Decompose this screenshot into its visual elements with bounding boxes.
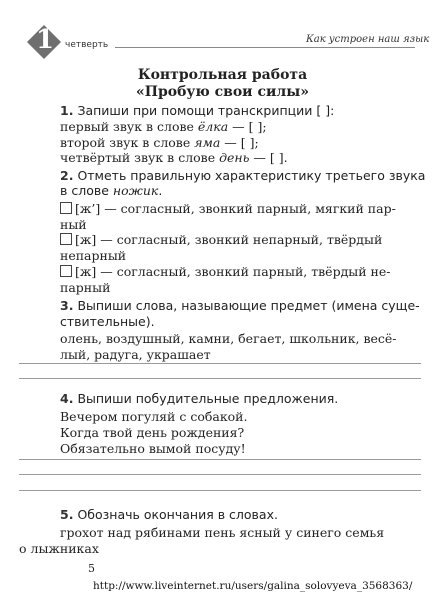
task2-option-3[interactable] (60, 264, 391, 279)
task1-line-2-word: яма (194, 135, 221, 150)
task1-line-2 (60, 135, 259, 150)
task2-number: 2. (60, 168, 74, 183)
task2-option-2[interactable] (60, 232, 382, 247)
task4-text: Выпиши побудительные предложения. (77, 391, 339, 406)
task1-number: 1. (60, 103, 74, 118)
quarter-number: 1 (36, 25, 55, 55)
header-rule (115, 47, 415, 48)
task4-sentence-3: Обязательно вымой посуду! (60, 441, 246, 456)
task1-question (60, 103, 334, 118)
task1-line-3-word: день (219, 150, 250, 165)
task5-question (60, 507, 278, 522)
task3-words-1: олень, воздушный, камни, бегает, школьник, весё- (60, 331, 397, 346)
task3-words-2: лый, радуга, украшает (60, 347, 211, 362)
task2-option-1-cont: ный (60, 217, 87, 232)
task2-line2-pre: в слове (60, 183, 113, 198)
answer-line[interactable] (19, 378, 421, 379)
task3-number: 3. (60, 298, 74, 313)
answer-line[interactable] (19, 459, 421, 460)
task4-number: 4. (60, 391, 74, 406)
task2-option-2-text: [ж] — согласный, звонкий непарный, твёрдый (75, 232, 383, 247)
checkbox[interactable] (60, 233, 72, 245)
page-subtitle: «Пробую свои силы» (135, 84, 310, 100)
task1-line-1-word: ёлка (197, 119, 229, 134)
task3-question-line-2: ствительные). (60, 314, 155, 329)
task5-words-1: грохот над рябинами пень ясный у синего семья (60, 525, 385, 540)
answer-line[interactable] (19, 363, 421, 364)
page-title: Контрольная работа (137, 67, 308, 83)
task1-line-1 (60, 119, 267, 134)
task1-line-3-post: — [ ]. (249, 150, 288, 165)
task2-option-2-cont: непарный (60, 248, 127, 263)
answer-line[interactable] (19, 474, 421, 475)
task3-text: Выпиши слова, называющие предмет (имена суще- (77, 298, 420, 313)
task2-text: Отметь правильную характеристику третьего звука (77, 168, 426, 183)
task4-sentence-2: Когда твой день рождения? (60, 425, 245, 440)
task4-question (60, 391, 338, 406)
task2-option-1[interactable] (60, 201, 396, 216)
task3-question-line-1 (60, 298, 420, 313)
task1-line-3 (60, 150, 288, 165)
task1-line-1-post: — [ ]; (228, 119, 267, 134)
task2-question-line-2 (60, 183, 162, 198)
task1-text: Запиши при помощи транскрипции [ ]: (77, 103, 335, 118)
task2-option-3-cont: парный (60, 280, 111, 295)
task1-line-2-pre: второй звук в слове (60, 135, 195, 150)
page-number: 5 (88, 562, 95, 575)
task5-words-2: о лыжниках (19, 541, 99, 556)
checkbox[interactable] (60, 202, 72, 214)
task2-question-line-1 (60, 168, 425, 183)
section-title: Как устроен наш язык (306, 34, 430, 45)
quarter-label: четверть (65, 40, 109, 50)
watermark-url[interactable]: http://www.liveinternet.ru/users/galina_solovyeva_3568363/ (93, 580, 413, 592)
task2-line2-post: . (158, 183, 163, 198)
task2-option-3-text: [ж] — согласный, звонкий парный, твёрдый не- (75, 264, 391, 279)
answer-line[interactable] (19, 490, 421, 491)
task2-option-1-text: [ж’] — согласный, звонкий парный, мягкий пар- (75, 201, 396, 216)
task1-line-1-pre: первый звук в слове (60, 119, 198, 134)
task5-text: Обозначь окончания в словах. (77, 507, 278, 522)
task1-line-2-post: — [ ]; (220, 135, 259, 150)
task5-number: 5. (60, 507, 74, 522)
task2-word: ножик (112, 183, 159, 198)
checkbox[interactable] (60, 265, 72, 277)
task1-line-3-pre: четвёртый звук в слове (60, 150, 220, 165)
task4-sentence-1: Вечером погуляй с собакой. (60, 409, 248, 424)
